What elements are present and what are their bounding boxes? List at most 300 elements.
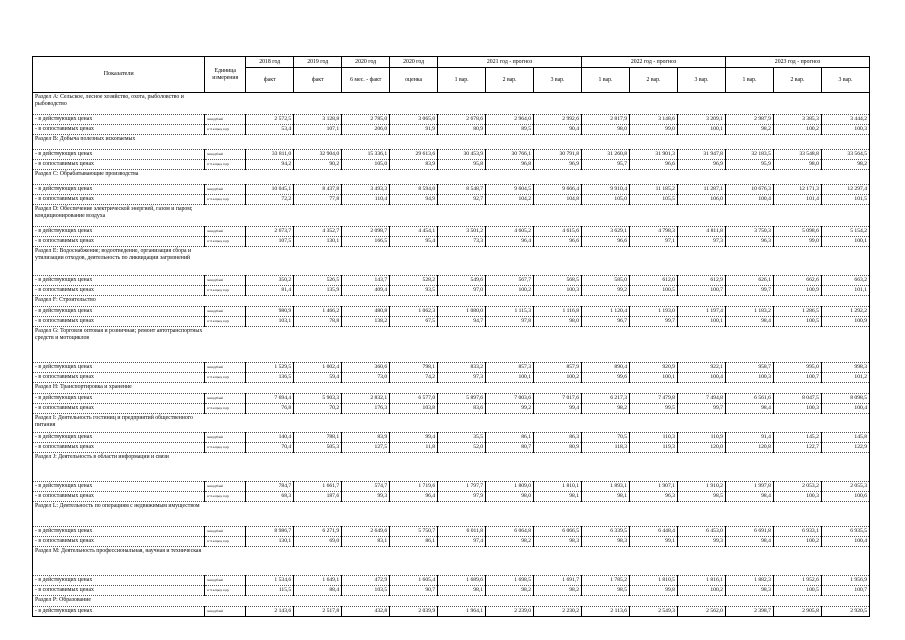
section-filler <box>205 414 246 433</box>
row-label: - в сопоставимых ценах <box>33 317 205 327</box>
row-unit: млн рублей <box>205 607 246 617</box>
row-unit: в % к пред. году <box>205 492 246 502</box>
section-filler <box>725 547 773 576</box>
value-cell: 86,1 <box>486 433 534 443</box>
value-cell: 995,0 <box>773 363 821 373</box>
value-cell: 99,3 <box>677 537 725 547</box>
row-unit: в % к пред. году <box>205 237 246 247</box>
value-cell: 3 209,1 <box>677 115 725 125</box>
value-cell: 3 493,3 <box>342 185 390 195</box>
section-filler <box>630 170 678 185</box>
value-cell: 95,9 <box>725 160 773 170</box>
section-row <box>33 170 870 185</box>
value-cell: 2 785,0 <box>342 115 390 125</box>
value-cell: 77,8 <box>294 195 342 205</box>
table-row <box>33 276 870 286</box>
row-label: - в сопоставимых ценах <box>33 195 205 205</box>
value-cell: 101,4 <box>773 195 821 205</box>
value-cell: 187,6 <box>294 492 342 502</box>
value-cell: 88,4 <box>294 586 342 596</box>
value-cell: 67,5 <box>390 317 438 327</box>
value-cell: 958,7 <box>725 363 773 373</box>
value-cell: 3 629,1 <box>582 227 630 237</box>
section-filler <box>773 93 821 115</box>
section-row <box>33 547 870 576</box>
value-cell: 612,0 <box>630 276 678 286</box>
value-cell: 96,3 <box>630 492 678 502</box>
section-filler <box>582 205 630 227</box>
section-filler <box>246 296 294 307</box>
section-filler <box>205 547 246 576</box>
value-cell: 176,3 <box>342 404 390 414</box>
section-filler <box>486 247 534 276</box>
section-filler <box>390 135 438 150</box>
section-filler <box>342 327 390 363</box>
row-unit: млн рублей <box>205 227 246 237</box>
header-sub-2: 6 мес. - факт <box>342 68 390 93</box>
value-cell: 2 817,9 <box>582 115 630 125</box>
value-cell: 2 039,9 <box>390 607 438 617</box>
value-cell: 78,8 <box>294 317 342 327</box>
value-cell: 2 517,8 <box>294 607 342 617</box>
value-cell: 100,7 <box>821 586 869 596</box>
value-cell: 130,1 <box>294 237 342 247</box>
section-filler <box>582 296 630 307</box>
forecast-table <box>32 56 870 617</box>
section-filler <box>630 205 678 227</box>
table-row <box>33 150 870 160</box>
value-cell: 69,0 <box>294 537 342 547</box>
section-filler <box>534 502 582 527</box>
section-filler <box>725 93 773 115</box>
value-cell: 86,3 <box>534 433 582 443</box>
value-cell: 1 719,6 <box>390 482 438 492</box>
value-cell: 100,4 <box>821 537 869 547</box>
section-filler <box>725 453 773 482</box>
section-filler <box>438 247 486 276</box>
value-cell: 52,0 <box>438 443 486 453</box>
section-filler <box>246 247 294 276</box>
section-filler <box>205 502 246 527</box>
value-cell: 73,0 <box>342 373 390 383</box>
value-cell: 105,0 <box>342 160 390 170</box>
row-label: - в действующих ценах <box>33 363 205 373</box>
section-filler <box>534 327 582 363</box>
value-cell: 3 750,3 <box>725 227 773 237</box>
value-cell: 1 605,4 <box>390 576 438 586</box>
value-cell: 7 694,4 <box>246 394 294 404</box>
value-cell: 70,5 <box>582 433 630 443</box>
row-unit: в % к пред. году <box>205 195 246 205</box>
section-filler <box>821 247 869 276</box>
value-cell: 2 055,3 <box>821 482 869 492</box>
section-filler <box>630 135 678 150</box>
value-cell: 101,2 <box>821 373 869 383</box>
row-unit: млн рублей <box>205 276 246 286</box>
row-unit: млн рублей <box>205 150 246 160</box>
value-cell: 2 832,1 <box>342 394 390 404</box>
value-cell: 91,9 <box>390 125 438 135</box>
value-cell: 100,1 <box>677 125 725 135</box>
section-filler <box>582 596 630 607</box>
section-filler <box>821 205 869 227</box>
value-cell: 11 287,1 <box>677 185 725 195</box>
section-filler <box>725 170 773 185</box>
value-cell: 99,0 <box>630 125 678 135</box>
value-cell: 1 809,0 <box>486 482 534 492</box>
section-filler <box>821 135 869 150</box>
section-filler <box>246 502 294 527</box>
value-cell: 98,1 <box>438 586 486 596</box>
section-title: Раздел C: Обрабатывающие производства <box>33 170 205 185</box>
value-cell: 103,8 <box>390 404 438 414</box>
section-filler <box>630 327 678 363</box>
section-filler <box>630 596 678 607</box>
value-cell: 99,8 <box>630 586 678 596</box>
value-cell: 980,9 <box>246 307 294 317</box>
value-cell: 90,2 <box>294 160 342 170</box>
value-cell: 4 798,3 <box>630 227 678 237</box>
value-cell: 96,8 <box>486 160 534 170</box>
section-filler <box>294 547 342 576</box>
value-cell: 1 062,3 <box>390 307 438 317</box>
value-cell: 80,9 <box>438 125 486 135</box>
section-filler <box>294 170 342 185</box>
value-cell: 1 698,5 <box>486 576 534 586</box>
value-cell: 5 098,6 <box>773 227 821 237</box>
value-cell: 96,7 <box>582 317 630 327</box>
value-cell: 136,5 <box>246 373 294 383</box>
section-filler <box>582 327 630 363</box>
value-cell: 119,3 <box>630 443 678 453</box>
section-filler <box>486 170 534 185</box>
value-cell: 1 810,1 <box>534 482 582 492</box>
value-cell: 350,2 <box>246 276 294 286</box>
value-cell: 100,3 <box>725 373 773 383</box>
table-row <box>33 160 870 170</box>
row-unit: в % к пред. году <box>205 586 246 596</box>
value-cell: 1 529,5 <box>246 363 294 373</box>
value-cell: 2 920,5 <box>821 607 869 617</box>
section-filler <box>294 596 342 607</box>
section-filler <box>630 547 678 576</box>
value-cell: 96,3 <box>725 237 773 247</box>
value-cell: 93,5 <box>390 286 438 296</box>
row-label: - в действующих ценах <box>33 527 205 537</box>
header-year-2019: 2019 год <box>294 57 342 68</box>
row-unit: млн рублей <box>205 482 246 492</box>
section-filler <box>534 453 582 482</box>
value-cell: 97,4 <box>438 537 486 547</box>
section-filler <box>438 135 486 150</box>
row-label: - в сопоставимых ценах <box>33 237 205 247</box>
section-filler <box>677 383 725 394</box>
section-filler <box>534 135 582 150</box>
value-cell: 12 297,4 <box>821 185 869 195</box>
table-row <box>33 373 870 383</box>
value-cell: 97,9 <box>438 492 486 502</box>
table-row <box>33 576 870 586</box>
value-cell: 105,5 <box>630 195 678 205</box>
section-row <box>33 502 870 527</box>
value-cell: 5 750,7 <box>390 527 438 537</box>
value-cell: 360,6 <box>342 363 390 373</box>
value-cell: 98,0 <box>486 492 534 502</box>
section-filler <box>725 296 773 307</box>
row-label: - в сопоставимых ценах <box>33 404 205 414</box>
value-cell: 100,9 <box>821 317 869 327</box>
value-cell: 568,5 <box>534 276 582 286</box>
value-cell: 528,2 <box>390 276 438 286</box>
row-unit: в % к пред. году <box>205 160 246 170</box>
section-filler <box>342 502 390 527</box>
value-cell: 2 398,7 <box>725 607 773 617</box>
value-cell: 110,3 <box>630 433 678 443</box>
table-row <box>33 607 870 617</box>
row-label: - в сопоставимых ценах <box>33 443 205 453</box>
value-cell: 99,2 <box>486 404 534 414</box>
row-label: - в действующих ценах <box>33 394 205 404</box>
value-cell: 94,7 <box>438 317 486 327</box>
section-filler <box>582 502 630 527</box>
value-cell: 1 882,3 <box>725 576 773 586</box>
table-row <box>33 527 870 537</box>
value-cell: 1 797,7 <box>438 482 486 492</box>
row-label: - в действующих ценах <box>33 576 205 586</box>
section-row <box>33 414 870 433</box>
row-label: - в действующих ценах <box>33 307 205 317</box>
value-cell: 86,1 <box>390 537 438 547</box>
value-cell: 98,2 <box>582 404 630 414</box>
value-cell: 100,2 <box>486 286 534 296</box>
value-cell: 120,0 <box>677 443 725 453</box>
section-filler <box>390 414 438 433</box>
row-label: - в действующих ценах <box>33 150 205 160</box>
header-year-2020-estimate: 2020 год <box>390 57 438 68</box>
section-filler <box>342 205 390 227</box>
section-filler <box>486 135 534 150</box>
header-sub-7: 1 вар. <box>582 68 630 93</box>
section-title: Раздел B: Добыча полезных ископаемых <box>33 135 205 150</box>
section-filler <box>725 596 773 607</box>
section-title: Раздел G: Торговля оптовая и розничная; ремонт автотранспортных средств и мотоциклов <box>33 327 205 363</box>
value-cell: 99,4 <box>534 404 582 414</box>
table-row <box>33 286 870 296</box>
value-cell: 100,1 <box>677 317 725 327</box>
value-cell: 8 986,7 <box>246 527 294 537</box>
value-cell: 104,2 <box>486 195 534 205</box>
value-cell: 98,3 <box>582 537 630 547</box>
value-cell: 96,9 <box>677 160 725 170</box>
value-cell: 100,3 <box>773 492 821 502</box>
value-cell: 32 183,5 <box>725 150 773 160</box>
section-filler <box>773 205 821 227</box>
section-filler <box>773 170 821 185</box>
value-cell: 11,8 <box>390 443 438 453</box>
value-cell: 30 453,9 <box>438 150 486 160</box>
value-cell: 99,3 <box>342 492 390 502</box>
value-cell: 4 352,7 <box>294 227 342 237</box>
value-cell: 95,8 <box>438 160 486 170</box>
section-filler <box>486 547 534 576</box>
value-cell: 101,5 <box>821 195 869 205</box>
value-cell: 31 947,8 <box>677 150 725 160</box>
section-row <box>33 596 870 607</box>
section-filler <box>630 453 678 482</box>
section-filler <box>205 247 246 276</box>
row-unit: млн рублей <box>205 307 246 317</box>
value-cell: 98,5 <box>582 586 630 596</box>
value-cell: 6 933,1 <box>773 527 821 537</box>
value-cell: 206,0 <box>342 125 390 135</box>
value-cell: 100,2 <box>534 373 582 383</box>
section-filler <box>773 414 821 433</box>
value-cell: 8 548,7 <box>438 185 486 195</box>
value-cell: 3 444,2 <box>821 115 869 125</box>
value-cell: 1 910,2 <box>677 482 725 492</box>
value-cell: 100,4 <box>725 195 773 205</box>
value-cell: 5 897,6 <box>438 394 486 404</box>
value-cell: 100,3 <box>534 286 582 296</box>
section-row <box>33 296 870 307</box>
section-filler <box>677 205 725 227</box>
section-filler <box>582 414 630 433</box>
value-cell: 663,2 <box>821 276 869 286</box>
section-filler <box>821 547 869 576</box>
section-filler <box>342 414 390 433</box>
section-filler <box>438 327 486 363</box>
section-filler <box>773 547 821 576</box>
value-cell: 99,6 <box>582 373 630 383</box>
section-filler <box>294 205 342 227</box>
row-unit: в % к пред. году <box>205 317 246 327</box>
header-year-2018: 2018 год <box>246 57 294 68</box>
row-label: - в действующих ценах <box>33 185 205 195</box>
value-cell: 1 193,0 <box>630 307 678 317</box>
value-cell: 4 605,2 <box>486 227 534 237</box>
value-cell: 784,7 <box>246 482 294 492</box>
value-cell: 130,1 <box>246 537 294 547</box>
row-label: - в сопоставимых ценах <box>33 160 205 170</box>
value-cell: 2 987,9 <box>725 115 773 125</box>
value-cell: 70,4 <box>246 443 294 453</box>
value-cell: 81,4 <box>246 286 294 296</box>
value-cell: 118,3 <box>582 443 630 453</box>
section-filler <box>294 93 342 115</box>
section-filler <box>582 93 630 115</box>
header-forecast-2022: 2022 год - прогноз <box>582 57 726 68</box>
section-filler <box>677 453 725 482</box>
section-title: Раздел F: Строительство <box>33 296 205 307</box>
value-cell: 98,2 <box>486 537 534 547</box>
section-filler <box>486 327 534 363</box>
table-row <box>33 404 870 414</box>
table-row <box>33 363 870 373</box>
section-filler <box>390 296 438 307</box>
value-cell: 2 673,7 <box>246 227 294 237</box>
row-unit: в % к пред. году <box>205 404 246 414</box>
section-title: Раздел I: Деятельность гостиниц и предприятий общественного питания <box>33 414 205 433</box>
value-cell: 8 437,8 <box>294 185 342 195</box>
row-label: - в действующих ценах <box>33 482 205 492</box>
value-cell: 1 466,2 <box>294 307 342 317</box>
value-cell: 96,9 <box>534 160 582 170</box>
value-cell: 1 292,2 <box>821 307 869 317</box>
value-cell: 2 905,8 <box>773 607 821 617</box>
value-cell: 1 997,8 <box>725 482 773 492</box>
section-filler <box>246 205 294 227</box>
value-cell: 2 113,6 <box>582 607 630 617</box>
row-unit: млн рублей <box>205 185 246 195</box>
section-filler <box>438 502 486 527</box>
section-filler <box>438 205 486 227</box>
section-filler <box>630 296 678 307</box>
value-cell: 99,7 <box>677 404 725 414</box>
section-filler <box>534 383 582 394</box>
value-cell: 30 791,8 <box>534 150 582 160</box>
header-sub-5: 2 вар. <box>486 68 534 93</box>
section-title: Раздел L: Деятельность по операциям с недвижимым имуществом <box>33 502 205 527</box>
value-cell: 9 604,5 <box>486 185 534 195</box>
value-cell: 6 448,4 <box>630 527 678 537</box>
value-cell: 2 053,2 <box>773 482 821 492</box>
section-filler <box>438 383 486 394</box>
value-cell: 31 260,8 <box>582 150 630 160</box>
table-row <box>33 227 870 237</box>
section-filler <box>390 596 438 607</box>
table-row <box>33 443 870 453</box>
value-cell: 68,3 <box>246 492 294 502</box>
section-filler <box>821 296 869 307</box>
value-cell: 30 766,1 <box>486 150 534 160</box>
value-cell: 4 811,8 <box>677 227 725 237</box>
value-cell: 4 454,1 <box>390 227 438 237</box>
value-cell: 91,4 <box>725 433 773 443</box>
table-row <box>33 586 870 596</box>
value-cell: 7 494,8 <box>677 394 725 404</box>
section-title: Раздел M: Деятельность профессиональная, научная и техническая <box>33 547 205 576</box>
value-cell: 9 666,4 <box>534 185 582 195</box>
value-cell: 107,1 <box>294 125 342 135</box>
value-cell: 432,8 <box>342 607 390 617</box>
value-cell: 3 065,0 <box>390 115 438 125</box>
section-filler <box>534 414 582 433</box>
section-filler <box>438 547 486 576</box>
section-filler <box>725 205 773 227</box>
value-cell: 83,1 <box>342 537 390 547</box>
row-label: - в сопоставимых ценах <box>33 125 205 135</box>
value-cell: 6 935,5 <box>821 527 869 537</box>
section-filler <box>486 596 534 607</box>
value-cell: 99,2 <box>582 286 630 296</box>
value-cell: 1 120,4 <box>582 307 630 317</box>
section-filler <box>534 170 582 185</box>
section-filler <box>773 135 821 150</box>
row-unit: млн рублей <box>205 433 246 443</box>
header-sub-12: 3 вар. <box>821 68 869 93</box>
value-cell: 101,1 <box>821 286 869 296</box>
value-cell: 409,4 <box>342 286 390 296</box>
table-row <box>33 185 870 195</box>
value-cell: 107,5 <box>246 237 294 247</box>
section-filler <box>438 93 486 115</box>
value-cell: 98,3 <box>534 537 582 547</box>
section-filler <box>438 296 486 307</box>
section-filler <box>342 383 390 394</box>
section-row <box>33 383 870 394</box>
value-cell: 2 678,6 <box>438 115 486 125</box>
section-filler <box>205 453 246 482</box>
